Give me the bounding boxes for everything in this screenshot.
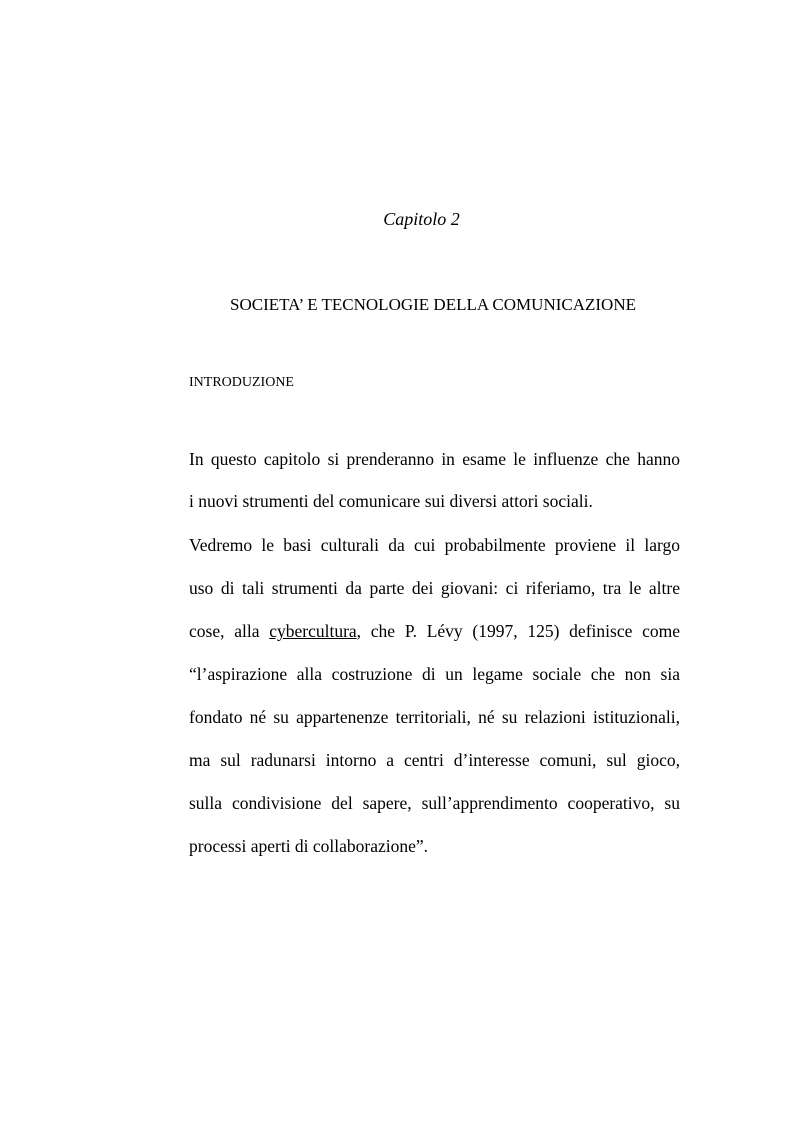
text-line: i nuovi strumenti del comunicare sui diversi attori sociali.	[189, 491, 593, 511]
text-line: In questo capitolo si prenderanno in esame le influenze che hanno	[189, 449, 680, 469]
text-line: fondato né su appartenenze territoriali, né su relazioni istituzionali,	[189, 707, 680, 727]
section-heading: INTRODUZIONE	[189, 375, 294, 390]
text-fragment: cose, alla	[189, 621, 270, 641]
text-fragment: , che P. Lévy (1997, 125) definisce come	[356, 621, 680, 641]
text-line: sulla condivisione del sapere, sull’apprendimento cooperativo, su	[189, 793, 680, 813]
underlined-term: cybercultura	[269, 621, 357, 641]
text-line: ma sul radunarsi intorno a centri d’interesse comuni, sul gioco,	[189, 750, 680, 770]
text-line: Vedremo le basi culturali da cui probabilmente proviene il largo	[189, 535, 680, 555]
text-line	[189, 619, 680, 643]
chapter-heading: Capitolo 2	[383, 209, 460, 229]
text-line: “l’aspirazione alla costruzione di un legame sociale che non sia	[189, 664, 680, 684]
text-line: uso di tali strumenti da parte dei giovani: ci riferiamo, tra le altre	[189, 578, 680, 598]
chapter-title: SOCIETA’ E TECNOLOGIE DELLA COMUNICAZIONE	[230, 295, 636, 314]
text-line: processi aperti di collaborazione”.	[189, 836, 429, 856]
